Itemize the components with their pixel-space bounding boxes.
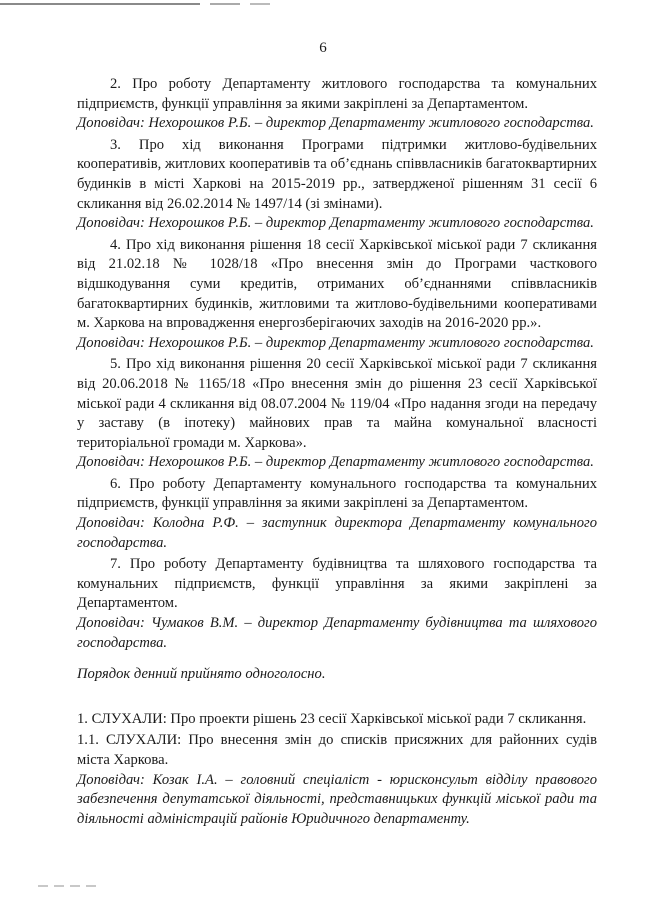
agenda-item-2-reporter: Доповідач: Нехорошков Р.Б. – директор Департаменту житлового господарства.	[77, 115, 594, 132]
agenda-decision: Порядок денний прийнято одноголосно.	[77, 666, 326, 683]
agenda-item-3-reporter: Доповідач: Нехорошков Р.Б. – директор Департаменту житлового господарства.	[77, 215, 594, 232]
top-scan-rule	[0, 3, 300, 5]
agenda-item-5: 5. Про хід виконання рішення 20 сесії Харківської міської ради 7 скликання від 20.06.2018 № 1165/18 «Про внесення змін до рішення 23 сесії Харківської міської ради 4 скликання від 08.07.2004 № 119/04 «Про надання згоди на передачу у заставу (в іпотеку) майнових прав та майна комунальної власності територіальної громади м. Харкова».	[77, 356, 597, 451]
agenda-item-5-reporter: Доповідач: Нехорошков Р.Б. – директор Департаменту житлового господарства.	[77, 454, 594, 471]
heard-item-1: 1. СЛУХАЛИ: Про проекти рішень 23 сесії Харківської міської ради 7 скликання.	[77, 710, 587, 727]
agenda-item-6: 6. Про роботу Департаменту комунального господарства та комунальних підприємств, функції управління за якими закріплені за Департаментом.	[77, 475, 597, 512]
agenda-item-3: 3. Про хід виконання Програми підтримки житлово-будівельних кооперативів, житлових кооперативів та об’єднань співвласників багатоквартирних будинків в місті Харкові на 2015-2019 рр., затвердженої рішенням 31 сесії 6 скликання від 26.02.2014 № 1497/14 (зі змінами).	[77, 136, 597, 212]
page-number: 6	[319, 40, 327, 56]
agenda-item-7: 7. Про роботу Департаменту будівництва та шляхового господарства та комунальних підприємств, функції управління за якими закріплені за Департаментом.	[77, 556, 597, 612]
agenda-item-4-reporter: Доповідач: Нехорошков Р.Б. – директор Департаменту житлового господарства.	[77, 334, 594, 351]
agenda-item-6-reporter: Доповідач: Колодна Р.Ф. – заступник директора Департаменту комунального господарства.	[77, 515, 597, 551]
document-body	[77, 75, 597, 829]
agenda-item-4: 4. Про хід виконання рішення 18 сесії Харківської міської ради 7 скликання від 21.02.18 № 1028/18 «Про внесення змін до Програми часткового відшкодування суми кредитів, отриманих об’єднаннями співвласників багатоквартирних будинків, житловими та житлово-будівельними кооперативами м. Харкова на впровадження енергозберігаючих заходів на 2016-2020 рр.».	[77, 236, 597, 332]
heard-item-1-1-reporter: Доповідач: Козак І.А. – головний спеціаліст - юрисконсульт відділу правового забезпечення депутатської діяльності, представницьких функцій міської ради та діяльності адміністрацій районів Юридичного департаменту.	[77, 771, 597, 827]
heard-item-1-1: 1.1. СЛУХАЛИ: Про внесення змін до списків присяжних для районних судів міста Харкова.	[77, 732, 597, 768]
agenda-item-7-reporter: Доповідач: Чумаков В.М. – директор Департаменту будівництва та шляхового господарства.	[77, 615, 597, 651]
bottom-scan-rule	[38, 885, 98, 887]
agenda-item-2: 2. Про роботу Департаменту житлового господарства та комунальних підприємств, функції управління за якими закріплені за Департаментом.	[77, 76, 597, 112]
